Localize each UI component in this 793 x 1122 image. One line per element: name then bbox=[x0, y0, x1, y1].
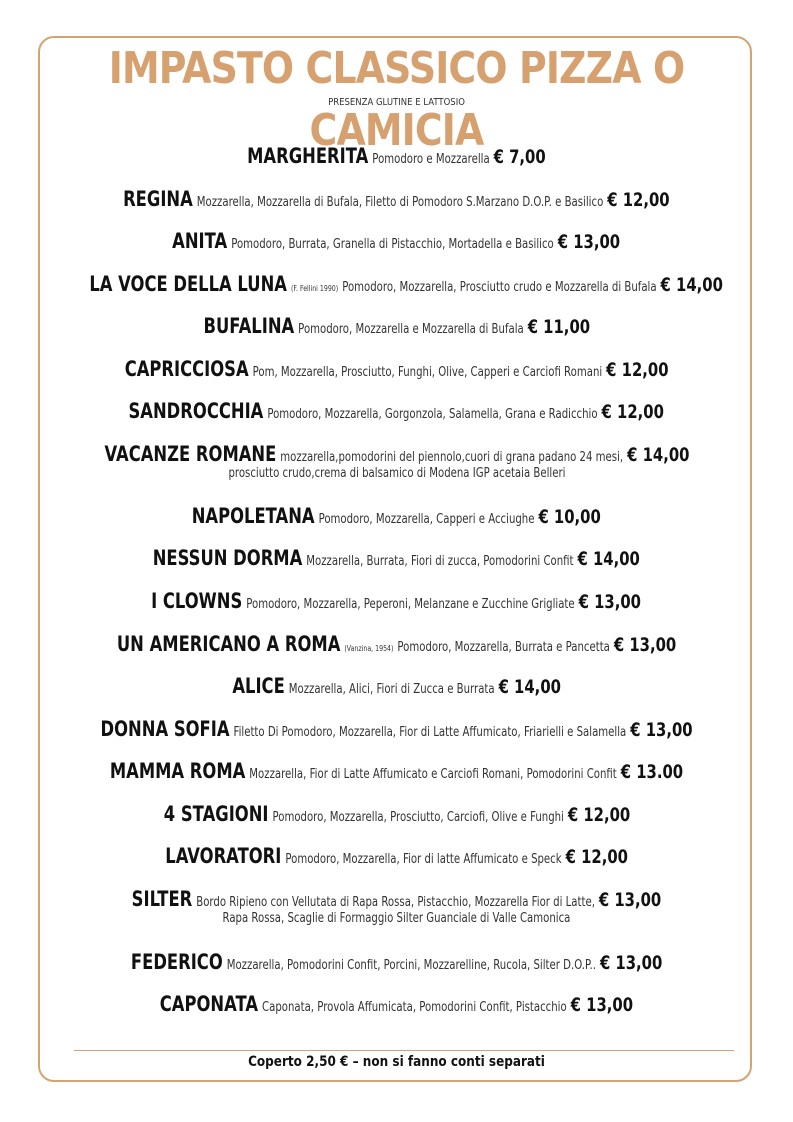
menu-item bbox=[0, 591, 793, 616]
menu-item bbox=[0, 889, 793, 927]
menu-item bbox=[0, 146, 793, 171]
pizza-price: € 12,00 bbox=[565, 846, 628, 868]
pizza-name: REGINA bbox=[123, 187, 193, 211]
menu-item bbox=[0, 804, 793, 829]
pizza-ingredients: Pomodoro, Mozzarella, Peperoni, Melanzane e Zucchine Grigliate bbox=[246, 597, 576, 612]
pizza-price: € 13,00 bbox=[558, 231, 621, 253]
pizza-ingredients: Pomodoro e Mozzarella bbox=[372, 152, 490, 167]
pizza-price: € 10,00 bbox=[538, 506, 602, 528]
pizza-name: LA VOCE DELLA LUNA bbox=[89, 272, 287, 296]
pizza-ingredients: Mozzarella, Burrata, Fiori di zucca, Pomodorini Confit bbox=[306, 554, 574, 569]
menu-item bbox=[0, 401, 793, 426]
pizza-ingredients: Filetto Di Pomodoro, Mozzarella, Fior di Latte Affumicato, Friarielli e Salamella bbox=[233, 725, 627, 740]
pizza-price: € 7,00 bbox=[493, 146, 546, 168]
pizza-price: € 12,00 bbox=[567, 804, 630, 826]
pizza-name: LAVORATORI bbox=[165, 844, 282, 868]
pizza-name: BUFALINA bbox=[203, 314, 294, 338]
menu-item bbox=[0, 274, 793, 299]
menu-item bbox=[0, 994, 793, 1019]
pizza-ingredients: Mozzarella, Mozzarella di Bufala, Filetto di Pomodoro S.Marzano D.O.P. e Basilico bbox=[196, 195, 604, 210]
pizza-ingredients: Bordo Ripieno con Vellutata di Rapa Rossa, Pistacchio, Mozzarella Fior di Latte, bbox=[196, 895, 595, 910]
pizza-note: (Vanzina, 1954) bbox=[344, 644, 394, 653]
pizza-ingredients-continued: prosciutto crudo,crema di balsamico di Modena IGP acetaia Belleri bbox=[227, 466, 565, 481]
pizza-ingredients: Mozzarella, Alici, Fiori di Zucca e Burrata bbox=[288, 682, 495, 697]
menu-item bbox=[0, 719, 793, 744]
menu-item bbox=[0, 316, 793, 341]
pizza-ingredients: Pomodoro, Mozzarella, Prosciutto crudo e Mozzarella di Bufala bbox=[342, 280, 657, 295]
cover-charge-note: Coperto 2,50 € – non si fanno conti separati bbox=[248, 1054, 545, 1070]
pizza-name: ANITA bbox=[172, 229, 228, 253]
menu-item bbox=[0, 506, 793, 531]
pizza-ingredients: Pomodoro, Burrata, Granella di Pistacchio, Mortadella e Basilico bbox=[231, 237, 555, 252]
pizza-name: UN AMERICANO A ROMA bbox=[116, 632, 341, 656]
menu-item bbox=[0, 952, 793, 977]
allergen-notice: PRESENZA GLUTINE E LATTOSIO bbox=[328, 97, 465, 108]
menu-title: IMPASTO CLASSICO PIZZA O CAMICIA bbox=[108, 43, 685, 156]
pizza-ingredients: Mozzarella, Fior di Latte Affumicato e Carciofi Romani, Pomodorini Confit bbox=[249, 767, 617, 782]
menu-item bbox=[0, 231, 793, 256]
pizza-ingredients: Pomodoro, Mozzarella e Mozzarella di Bufala bbox=[297, 322, 524, 337]
pizza-price: € 11,00 bbox=[527, 316, 590, 338]
pizza-name: NAPOLETANA bbox=[191, 504, 315, 528]
pizza-name: FEDERICO bbox=[130, 950, 223, 974]
pizza-ingredients: Pomodoro, Mozzarella, Burrata e Pancetta bbox=[397, 640, 610, 655]
pizza-price: € 13.00 bbox=[620, 761, 684, 783]
menu-item bbox=[0, 634, 793, 659]
pizza-name: ALICE bbox=[232, 674, 285, 698]
pizza-price: € 13,00 bbox=[598, 889, 662, 911]
menu-item bbox=[0, 548, 793, 573]
pizza-name: NESSUN DORMA bbox=[152, 546, 303, 570]
pizza-price: € 14,00 bbox=[498, 676, 561, 698]
pizza-name: SANDROCCHIA bbox=[128, 399, 264, 423]
pizza-ingredients: mozzarella,pomodorini del piennolo,cuori di grana padano 24 mesi, bbox=[279, 450, 623, 465]
pizza-note: (F. Fellini 1990) bbox=[290, 284, 339, 293]
pizza-ingredients: Pomodoro, Mozzarella, Gorgonzola, Salamella, Grana e Radicchio bbox=[267, 407, 598, 422]
pizza-ingredients: Pom, Mozzarella, Prosciutto, Funghi, Olive, Capperi e Carciofi Romani bbox=[252, 365, 603, 380]
menu-item bbox=[0, 189, 793, 214]
pizza-ingredients-continued: Rapa Rossa, Scaglie di Formaggio Silter Guanciale di Valle Camonica bbox=[222, 911, 571, 926]
menu-item bbox=[0, 846, 793, 871]
pizza-price: € 14,00 bbox=[577, 548, 641, 570]
pizza-ingredients: Pomodoro, Mozzarella, Prosciutto, Carciofi, Olive e Funghi bbox=[272, 810, 564, 825]
pizza-name: SILTER bbox=[131, 887, 193, 911]
pizza-name: CAPRICCIOSA bbox=[124, 357, 249, 381]
pizza-ingredients: Pomodoro, Mozzarella, Fior di latte Affumicato e Speck bbox=[285, 852, 562, 867]
pizza-price: € 14,00 bbox=[626, 444, 689, 466]
pizza-price: € 13,00 bbox=[599, 952, 663, 974]
footer-divider bbox=[74, 1050, 734, 1051]
menu-item bbox=[0, 676, 793, 701]
pizza-price: € 12,00 bbox=[606, 359, 669, 381]
pizza-ingredients: Caponata, Provola Affumicata, Pomodorini Confit, Pistacchio bbox=[262, 1000, 567, 1015]
pizza-ingredients: Pomodoro, Mozzarella, Capperi e Acciughe bbox=[318, 512, 535, 527]
pizza-price: € 12,00 bbox=[601, 401, 665, 423]
pizza-name: 4 STAGIONI bbox=[163, 802, 269, 826]
pizza-name: I CLOWNS bbox=[151, 589, 243, 613]
pizza-price: € 14,00 bbox=[660, 274, 723, 296]
menu-item bbox=[0, 359, 793, 384]
pizza-price: € 13,00 bbox=[630, 719, 693, 741]
pizza-name: MARGHERITA bbox=[247, 144, 369, 168]
pizza-price: € 13,00 bbox=[613, 634, 677, 656]
pizza-name: MAMMA ROMA bbox=[109, 759, 246, 783]
menu-item bbox=[0, 444, 793, 482]
pizza-price: € 13,00 bbox=[579, 591, 642, 613]
pizza-name: CAPONATA bbox=[159, 992, 259, 1016]
pizza-ingredients: Mozzarella, Pomodorini Confit, Porcini, Mozzarelline, Rucola, Silter D.O.P.. bbox=[226, 958, 596, 973]
pizza-name: DONNA SOFIA bbox=[100, 717, 230, 741]
pizza-price: € 12,00 bbox=[607, 189, 670, 211]
pizza-price: € 13,00 bbox=[570, 994, 634, 1016]
pizza-name: VACANZE ROMANE bbox=[104, 442, 276, 466]
menu-item bbox=[0, 761, 793, 786]
